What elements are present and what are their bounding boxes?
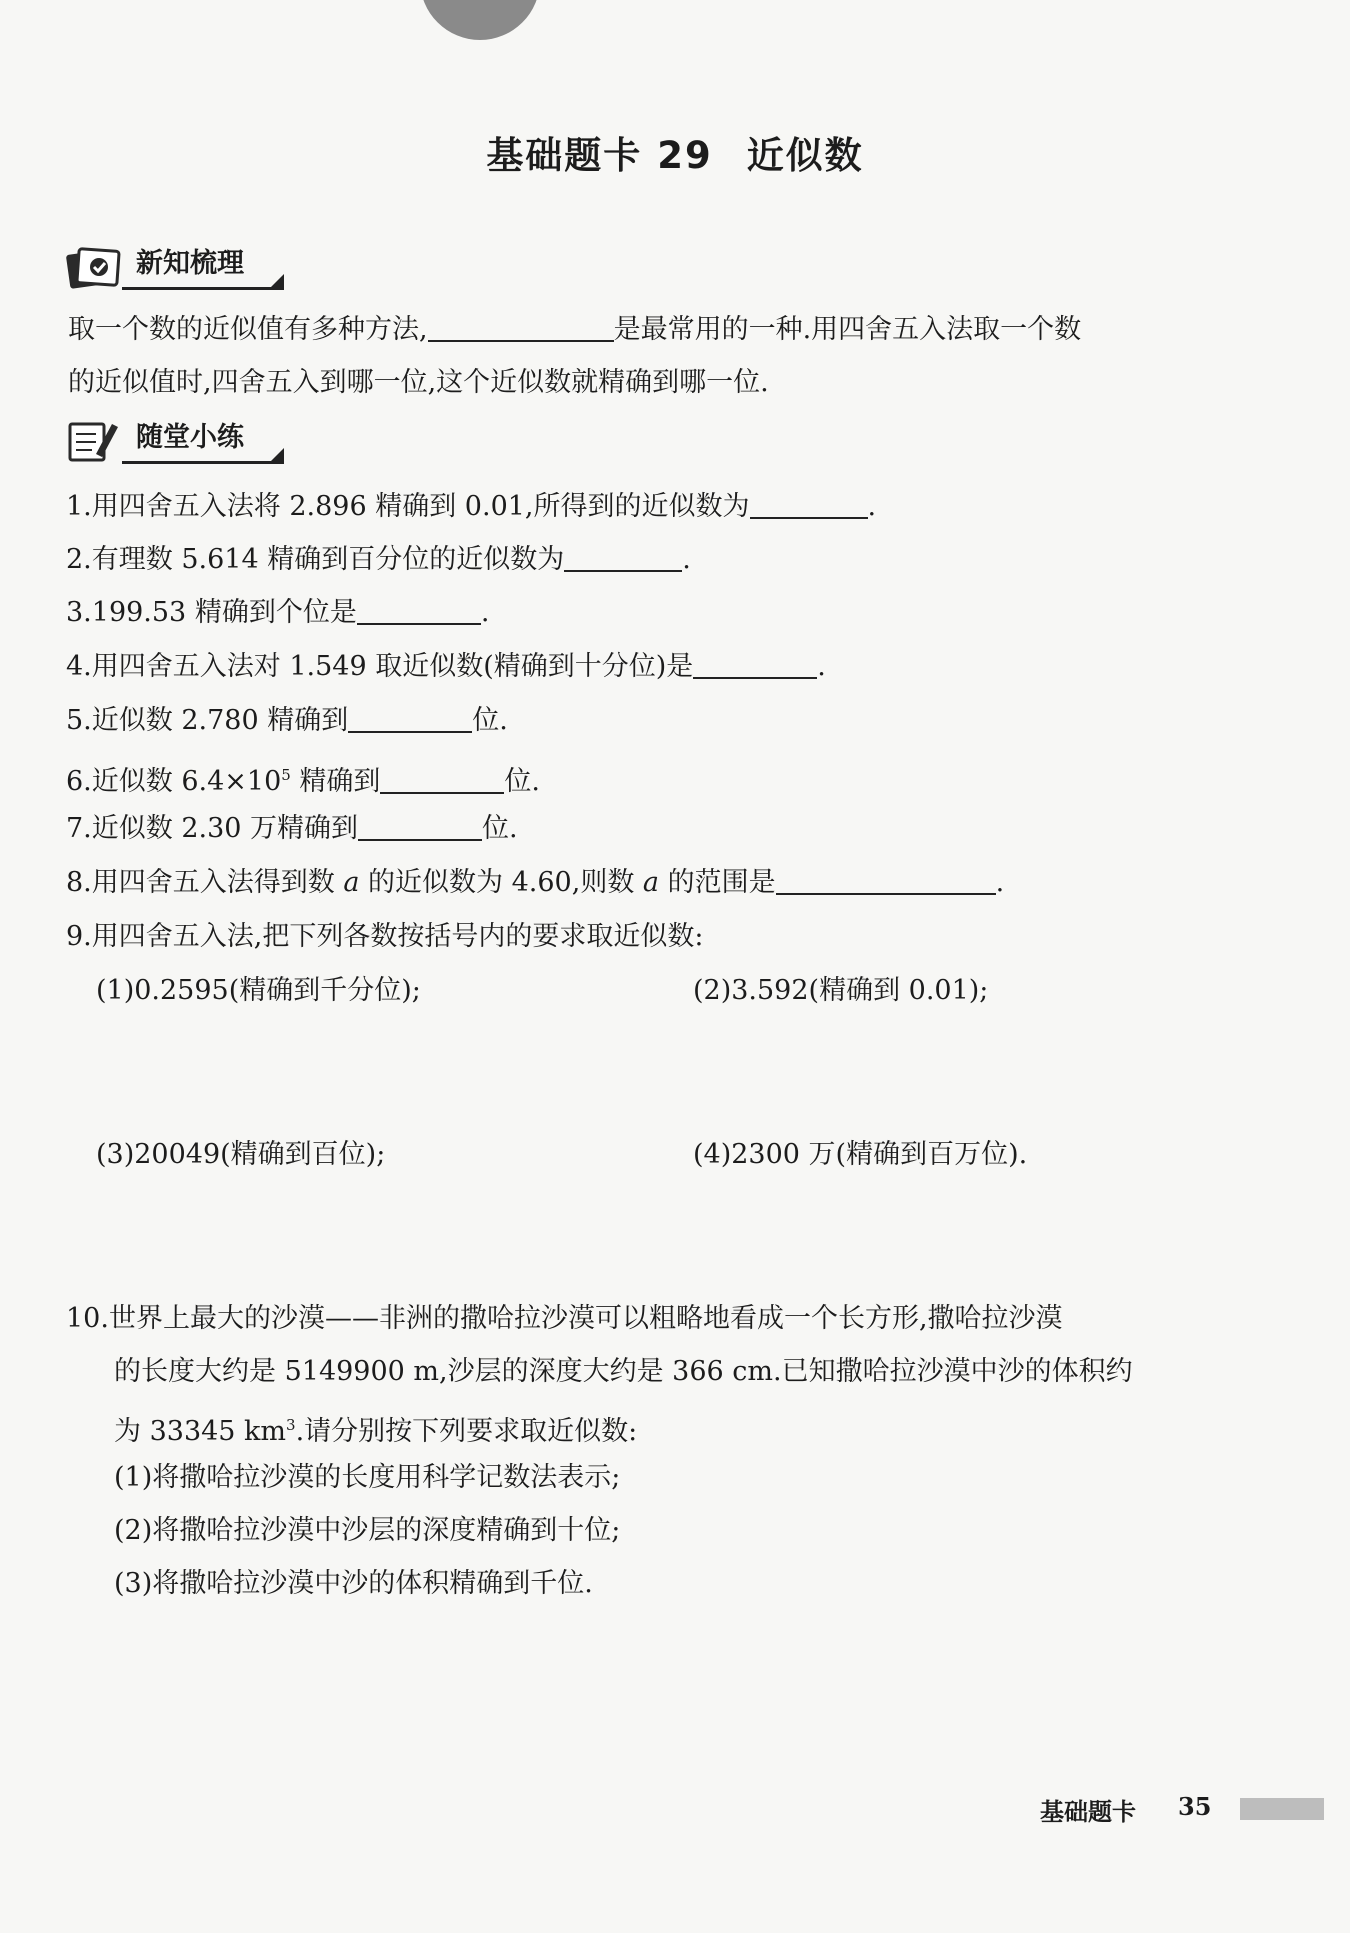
question-3: 3.199.53 精确到个位是 . [66,597,490,628]
answer-blank[interactable] [750,491,868,519]
section-heading-new-knowledge [66,244,284,290]
question-10-sub-2: (2)将撒哈拉沙漠中沙层的深度精确到十位; [114,1515,621,1546]
question-9-part-3: (3)20049(精确到百位); [96,1139,386,1170]
question-9: 9.用四舍五入法,把下列各数按括号内的要求取近似数: [66,921,704,952]
question-8: 8.用四舍五入法得到数 a 的近似数为 4.60,则数 a 的范围是 . [66,867,1005,898]
question-10-line-3: 为 33345 $km^3$.请分别按下列要求取近似数: [114,1416,638,1447]
intro-line-1: 取一个数的近似值有多种方法, 是最常用的一种.用四舍五入法取一个数 [68,314,1082,345]
answer-blank[interactable] [776,867,996,895]
section-heading-label: 新知梳理 [122,245,284,290]
notepad-pencil-icon [66,418,122,464]
question-9-part-1: (1)0.2595(精确到千分位); [96,975,421,1006]
top-tab-decoration [420,0,540,40]
question-10-sub-3: (3)将撒哈拉沙漠中沙的体积精确到千位. [114,1568,593,1599]
question-7: 7.近似数 2.30 万精确到 位. [66,813,518,844]
notebook-check-icon [66,244,122,290]
section-heading-practice [66,418,284,464]
answer-blank[interactable] [348,705,472,733]
question-1: 1.用四舍五入法将 2.896 精确到 0.01,所得到的近似数为 . [66,491,877,522]
intro-line-2: 的近似值时,四舍五入到哪一位,这个近似数就精确到哪一位. [68,367,769,398]
question-10-line-2: 的长度大约是 5149900 m,沙层的深度大约是 366 cm.已知撒哈拉沙漠中沙的体积约 [114,1356,1133,1387]
question-6: 6.近似数 $6.4\times 10^5$ 精确到 位. [66,766,540,797]
question-9-part-4: (4)2300 万(精确到百万位). [693,1139,1028,1170]
footer-label: 基础题卡 [1040,1798,1136,1826]
footer-bar-decoration [1240,1798,1324,1820]
page-number: 35 [1178,1792,1212,1821]
answer-blank[interactable] [357,597,481,625]
question-4: 4.用四舍五入法对 1.549 取近似数(精确到十分位)是 . [66,651,826,682]
answer-blank[interactable] [693,651,817,679]
answer-blank[interactable] [428,314,614,342]
question-9-part-2: (2)3.592(精确到 0.01); [693,975,989,1006]
page-title: 基础题卡 29 近似数 [486,134,864,177]
question-5: 5.近似数 2.780 精确到 位. [66,705,508,736]
answer-blank[interactable] [564,544,682,572]
answer-blank[interactable] [380,766,504,794]
answer-blank[interactable] [358,813,482,841]
section-heading-label: 随堂小练 [122,419,284,464]
question-10-sub-1: (1)将撒哈拉沙漠的长度用科学记数法表示; [114,1462,621,1493]
question-10-line-1: 10.世界上最大的沙漠——非洲的撒哈拉沙漠可以粗略地看成一个长方形,撒哈拉沙漠 [66,1303,1063,1334]
question-2: 2.有理数 5.614 精确到百分位的近似数为 . [66,544,691,575]
